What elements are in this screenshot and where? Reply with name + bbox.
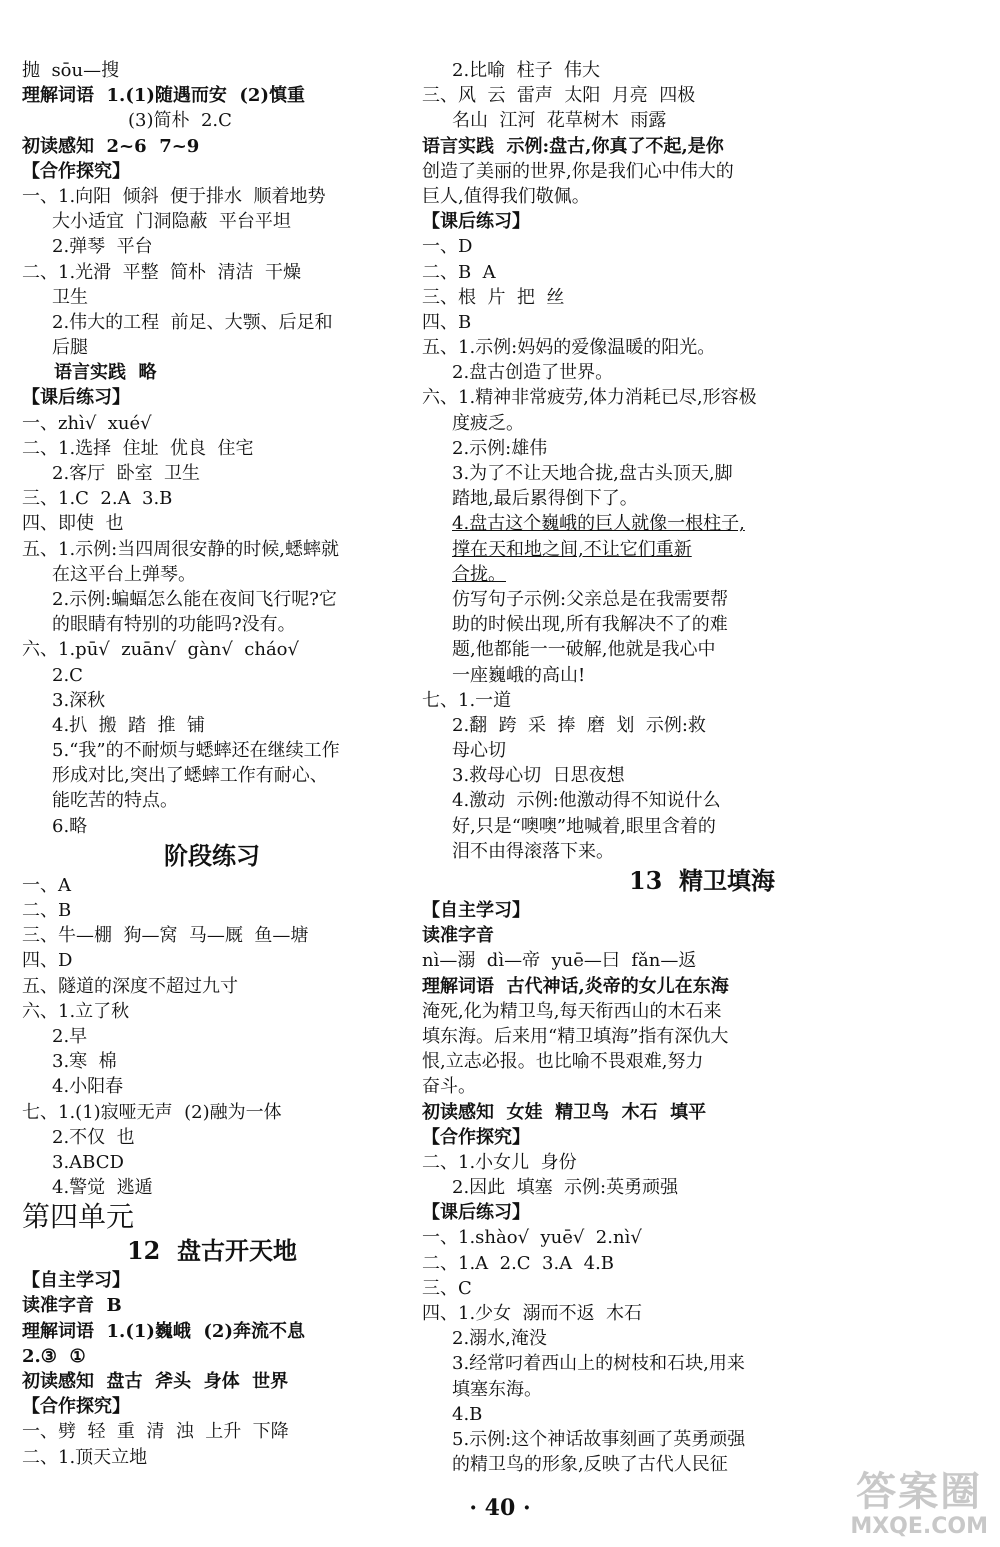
right-line: 4.激动 示例:他激动得不知说什么 — [452, 790, 721, 812]
left-line: 五、1.示例:当四周很安静的时候,蟋蟀就 — [22, 538, 339, 560]
right-column — [422, 58, 982, 1477]
left-line: 二、B — [22, 900, 72, 921]
right-line: 初读感知 女娃 精卫鸟 木石 填平 — [422, 1101, 707, 1123]
left-line: 形成对比,突出了蟋蟀工作有耐心、 — [52, 765, 328, 787]
left-line: 12 盘古开天地 — [126, 1236, 298, 1266]
left-line: 理解词语 1.(1)随遇而安 (2)慎重 — [22, 85, 305, 107]
right-line: 五、1.示例:妈妈的爱像温暖的阳光。 — [422, 337, 716, 359]
right-line: 二、1.A 2.C 3.A 4.B — [422, 1252, 615, 1274]
left-line: 的眼睛有特别的功能吗?没有。 — [52, 614, 296, 636]
left-line: 六、1.立了秋 — [22, 1000, 130, 1022]
right-line: 创造了美丽的世界,你是我们心中伟大的 — [422, 160, 734, 182]
left-line: 阶段练习 — [164, 840, 260, 870]
right-line: 2.盘古创造了世界。 — [452, 362, 614, 384]
right-line: 仿写句子示例:父亲总是在我需要帮 — [452, 588, 729, 610]
left-line: 初读感知 2~6 7~9 — [22, 135, 200, 157]
left-line: 3.寒 棉 — [52, 1051, 117, 1073]
right-line: 语言实践 示例:盘古,你真了不起,是你 — [422, 135, 724, 157]
right-line: 撑在天和地之间,不让它们重新 — [452, 538, 692, 560]
left-line: 三、牛—棚 狗—窝 马—厩 鱼—塘 — [22, 925, 309, 947]
left-line: 5.“我”的不耐烦与蟋蟀还在继续工作 — [52, 740, 340, 762]
right-line: 2.示例:雄伟 — [452, 437, 548, 459]
left-line: 【合作探究】 — [22, 160, 130, 182]
right-line: 【自主学习】 — [422, 900, 530, 921]
left-line: 二、1.光滑 平整 简朴 清洁 干燥 — [22, 261, 301, 283]
left-line: 一、1.向阳 倾斜 便于排水 顺着地势 — [22, 185, 326, 207]
left-line: 二、1.选择 住址 优良 住宅 — [22, 437, 254, 459]
right-line: 踏地,最后累得倒下了。 — [452, 488, 638, 510]
right-line: 【课后练习】 — [422, 1202, 530, 1224]
left-line: 一、A — [22, 874, 71, 896]
right-line: 七、1.一道 — [422, 689, 512, 711]
left-line: 4.扒 搬 踏 推 铺 — [52, 714, 205, 736]
left-line: 在这平台上弹琴。 — [52, 563, 196, 585]
right-line: 三、C — [422, 1277, 472, 1299]
right-line: 一座巍峨的高山! — [452, 664, 586, 686]
left-line: 2.弹琴 平台 — [52, 236, 153, 258]
left-line: 2.示例:蝙蝠怎么能在夜间飞行呢?它 — [52, 588, 337, 610]
right-line: 二、1.小女儿 身份 — [422, 1151, 577, 1173]
left-line: 2.伟大的工程 前足、大颚、后足和 — [52, 311, 333, 333]
right-line: 13 精卫填海 — [628, 866, 776, 895]
right-line: 2.翻 跨 采 捧 磨 划 示例:救 — [452, 714, 706, 736]
left-line: 2.C — [52, 664, 83, 686]
left-column — [22, 58, 402, 1470]
right-line: 三、风 云 雷声 太阳 月亮 四极 — [422, 85, 696, 107]
right-line: 三、根 片 把 丝 — [422, 286, 565, 308]
right-line: 2.因此 填塞 示例:英勇顽强 — [452, 1177, 679, 1199]
right-line: 题,他都能一一破解,他就是我心中 — [452, 639, 716, 661]
right-line: 读准字音 — [422, 925, 494, 947]
right-line: 【合作探究】 — [422, 1126, 530, 1148]
right-line: 4.盘古这个巍峨的巨人就像一根柱子, — [452, 513, 745, 535]
right-line: 3.经常叼着西山上的树枝和石块,用来 — [452, 1353, 745, 1375]
right-line: 四、1.少女 溺而不返 木石 — [422, 1303, 643, 1324]
right-line: 奋斗。 — [422, 1076, 476, 1098]
page-number: · 40 · — [469, 1495, 531, 1521]
left-line: 二、1.顶天立地 — [22, 1446, 148, 1468]
left-line: 3.深秋 — [52, 689, 106, 711]
left-line: 一、zhì√ xué√ — [22, 412, 152, 434]
left-line: 理解词语 1.(1)巍峨 (2)奔流不息 — [22, 1320, 305, 1342]
left-line: 大小适宜 门洞隐蔽 平台平坦 — [52, 211, 291, 233]
left-line: 2.③ ① — [22, 1345, 86, 1367]
watermark-logo — [850, 1470, 988, 1539]
right-line: 好,只是“噢噢”地喊着,眼里含着的 — [452, 815, 716, 837]
right-line: 母心切 — [452, 740, 506, 762]
left-line: 抛 sōu—搜 — [22, 60, 120, 81]
watermark-mark: 答案圈 — [856, 1469, 983, 1515]
right-line: 泪不由得滚落下来。 — [452, 840, 614, 862]
right-line: 一、1.shào√ yuē√ 2.nì√ — [422, 1227, 642, 1249]
watermark-url: MXQE.COM — [850, 1514, 988, 1539]
right-line: 度疲乏。 — [452, 412, 524, 434]
right-line: 3.为了不让天地合拢,盘古头顶天,脚 — [452, 463, 733, 484]
left-line: 四、D — [22, 950, 73, 972]
right-line: 2.溺水,淹没 — [452, 1328, 547, 1350]
left-line: 【课后练习】 — [22, 387, 130, 409]
right-line: 填塞东海。 — [452, 1378, 542, 1400]
right-line: 【课后练习】 — [422, 211, 530, 233]
left-line: 6.略 — [52, 815, 88, 837]
left-line: 七、1.(1)寂哑无声 (2)融为一体 — [22, 1101, 282, 1123]
right-line: 淹死,化为精卫鸟,每天衔西山的木石来 — [422, 1000, 722, 1022]
left-line: (3)简朴 2.C — [128, 110, 232, 132]
left-line: 五、隧道的深度不超过九寸 — [22, 975, 238, 997]
right-line: 填东海。后来用“精卫填海”指有深仇大 — [422, 1025, 729, 1047]
left-line: 2.不仅 也 — [52, 1126, 135, 1148]
left-line: 【合作探究】 — [22, 1396, 130, 1418]
right-line: 名山 江河 花草树木 雨露 — [452, 110, 667, 132]
left-line: 六、1.pū√ zuān√ gàn√ cháo√ — [22, 639, 299, 661]
right-line: 理解词语 古代神话,炎帝的女儿在东海 — [422, 975, 729, 997]
right-line: 四、B — [422, 311, 472, 333]
left-line: 2.早 — [52, 1025, 88, 1047]
left-line: 四、即使 也 — [22, 513, 124, 535]
right-line: 二、B A — [422, 261, 496, 283]
left-line: 语言实践 略 — [54, 362, 157, 384]
left-line: 4.小阳春 — [52, 1076, 124, 1098]
right-line: 巨人,值得我们敬佩。 — [422, 185, 590, 207]
right-line: 助的时候出现,所有我解决不了的难 — [452, 614, 728, 636]
left-line: 初读感知 盘古 斧头 身体 世界 — [22, 1371, 289, 1392]
right-line: 六、1.精神非常疲劳,体力消耗已尽,形容极 — [422, 387, 757, 409]
right-line: 的精卫鸟的形象,反映了古代人民征 — [452, 1454, 728, 1476]
right-line: 恨,立志必报。也比喻不畏艰难,努力 — [422, 1051, 704, 1073]
left-line: 【自主学习】 — [22, 1270, 130, 1292]
right-line: 5.示例:这个神话故事刻画了英勇顽强 — [452, 1428, 746, 1450]
left-line: 卫生 — [52, 286, 88, 308]
left-line: 第四单元 — [22, 1200, 135, 1234]
left-line: 一、劈 轻 重 清 浊 上升 下降 — [22, 1421, 289, 1443]
left-line: 三、1.C 2.A 3.B — [22, 488, 173, 510]
left-line: 后腿 — [52, 337, 88, 359]
left-line: 2.客厅 卧室 卫生 — [52, 463, 201, 484]
left-line: 能吃苦的特点。 — [52, 790, 178, 812]
right-line: 4.B — [452, 1403, 483, 1425]
right-line: 一、D — [422, 236, 473, 258]
right-line: 3.救母心切 日思夜想 — [452, 765, 625, 787]
left-line: 读准字音 B — [22, 1295, 122, 1317]
right-line: 2.比喻 柱子 伟大 — [452, 60, 601, 81]
right-line: 合拢。 — [452, 563, 506, 585]
right-line: nì—溺 dì—帝 yuē—曰 fǎn—返 — [422, 950, 697, 972]
left-line: 3.ABCD — [52, 1151, 124, 1173]
left-line: 4.警觉 逃遁 — [52, 1177, 153, 1199]
